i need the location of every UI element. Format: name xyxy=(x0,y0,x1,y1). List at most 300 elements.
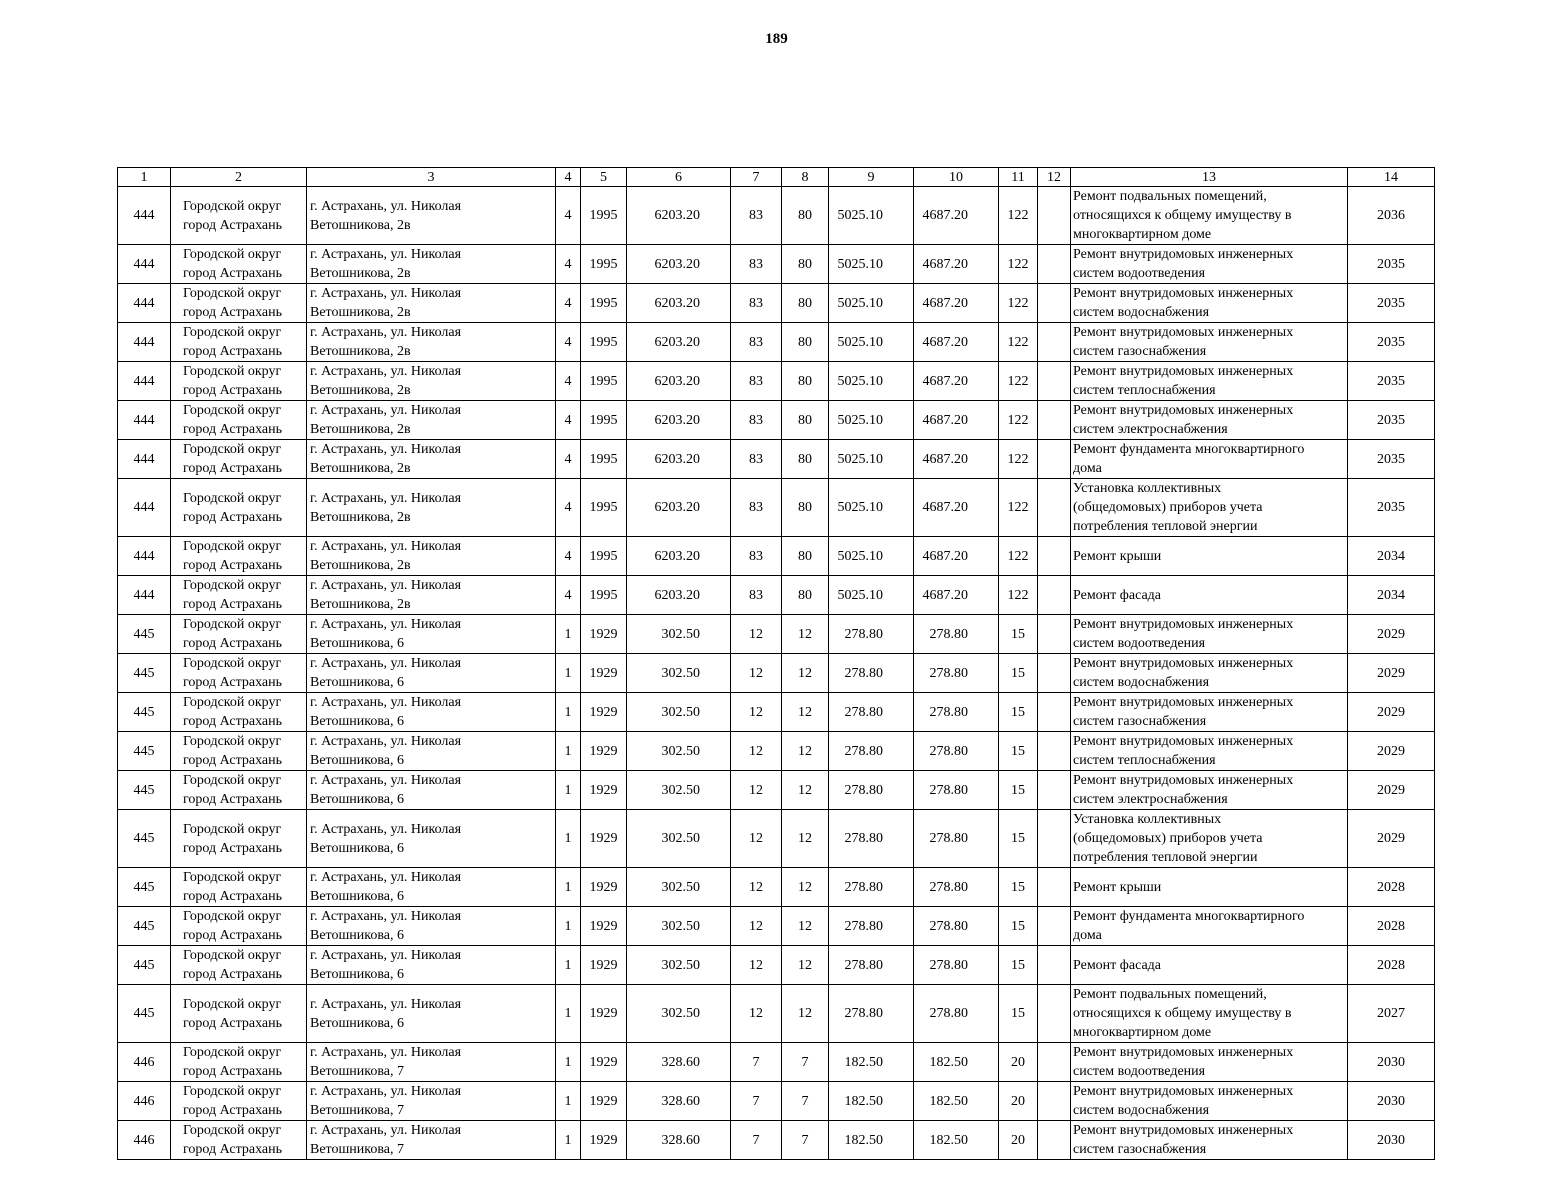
work-type-cell-line: Ремонт внутридомовых инженерных xyxy=(1073,247,1294,262)
municipality-cell-line: город Астрахань xyxy=(183,1015,282,1031)
work-type-cell-line: систем водоотведения xyxy=(1073,266,1206,281)
header-cell: 3 xyxy=(307,168,556,187)
address-cell-line: Ветошникова, 6 xyxy=(310,792,404,807)
address-cell-line: Ветошникова, 6 xyxy=(310,967,404,982)
address-cell-line: Ветошникова, 6 xyxy=(310,1015,404,1031)
col12-cell xyxy=(1038,440,1071,479)
work-type-cell-line: систем теплоснабжения xyxy=(1073,753,1216,768)
work-type-cell-line: относящихся к общему имуществу в xyxy=(1073,1006,1292,1021)
header-cell: 7 xyxy=(731,168,782,187)
municipality-cell-line: город Астрахань xyxy=(183,714,282,729)
col7-cell: 7 xyxy=(731,1121,782,1160)
work-type-cell-line: Ремонт внутридомовых инженерных xyxy=(1073,403,1294,418)
col8-cell: 12 xyxy=(782,985,829,1043)
col9-cell: 182.50 xyxy=(829,1043,914,1082)
municipality-cell-line: город Астрахань xyxy=(183,1103,282,1118)
col11-cell: 15 xyxy=(999,693,1038,732)
col8-cell: 12 xyxy=(782,946,829,985)
work-type-cell-line: Ремонт фасада xyxy=(1073,587,1162,603)
work-type-cell xyxy=(1071,907,1348,946)
col12-cell xyxy=(1038,615,1071,654)
municipality-cell xyxy=(171,1121,307,1160)
planned-year-cell: 2035 xyxy=(1348,401,1435,440)
row-number: 444 xyxy=(118,576,171,615)
year-built-cell: 1995 xyxy=(581,537,627,576)
municipality-cell-line: Городской округ xyxy=(183,539,282,554)
header-cell: 10 xyxy=(914,168,999,187)
table-row xyxy=(118,284,1435,323)
year-built-cell: 1995 xyxy=(581,284,627,323)
table-row xyxy=(118,654,1435,693)
address-cell xyxy=(307,284,556,323)
total-area-cell: 6203.20 xyxy=(627,284,731,323)
work-type-cell-line: Ремонт крыши xyxy=(1073,879,1162,895)
col12-cell xyxy=(1038,284,1071,323)
col10-cell: 4687.20 xyxy=(914,479,999,537)
municipality-cell-line: Городской округ xyxy=(183,325,282,340)
municipality-cell-line: город Астрахань xyxy=(183,840,282,856)
table-row xyxy=(118,440,1435,479)
col9-cell: 182.50 xyxy=(829,1082,914,1121)
municipality-cell-line: город Астрахань xyxy=(183,636,282,651)
year-built-cell: 1929 xyxy=(581,868,627,907)
header-cell: 9 xyxy=(829,168,914,187)
table-row xyxy=(118,868,1435,907)
work-type-cell-line: Ремонт подвальных помещений, xyxy=(1073,189,1267,204)
row-number: 444 xyxy=(118,440,171,479)
col9-cell: 5025.10 xyxy=(829,245,914,284)
col10-cell: 278.80 xyxy=(914,771,999,810)
col12-cell xyxy=(1038,693,1071,732)
municipality-cell-line: город Астрахань xyxy=(183,461,282,476)
municipality-cell xyxy=(171,693,307,732)
col12-cell xyxy=(1038,771,1071,810)
col11-cell: 122 xyxy=(999,401,1038,440)
planned-year-cell: 2034 xyxy=(1348,576,1435,615)
col7-cell: 12 xyxy=(731,985,782,1043)
page-number: 189 xyxy=(765,31,788,47)
col10-cell: 4687.20 xyxy=(914,440,999,479)
col8-cell: 80 xyxy=(782,362,829,401)
municipality-cell-line: город Астрахань xyxy=(183,675,282,690)
total-area-cell: 6203.20 xyxy=(627,479,731,537)
address-cell-line: г. Астрахань, ул. Николая xyxy=(310,1084,462,1099)
header-cell: 11 xyxy=(999,168,1038,187)
col10-cell: 4687.20 xyxy=(914,323,999,362)
municipality-cell xyxy=(171,615,307,654)
header-row xyxy=(118,168,1435,187)
col7-cell: 12 xyxy=(731,946,782,985)
row-number: 445 xyxy=(118,693,171,732)
row-number: 446 xyxy=(118,1043,171,1082)
address-cell-line: г. Астрахань, ул. Николая xyxy=(310,773,462,788)
planned-year-cell: 2029 xyxy=(1348,615,1435,654)
table-row xyxy=(118,187,1435,245)
col11-cell: 122 xyxy=(999,245,1038,284)
planned-year-cell: 2030 xyxy=(1348,1043,1435,1082)
col10-cell: 278.80 xyxy=(914,732,999,771)
total-area-cell: 328.60 xyxy=(627,1082,731,1121)
col7-cell: 83 xyxy=(731,440,782,479)
work-type-cell-line: Ремонт крыши xyxy=(1073,548,1162,564)
address-cell xyxy=(307,187,556,245)
municipality-cell-line: Городской округ xyxy=(183,364,282,379)
table-row xyxy=(118,576,1435,615)
municipality-cell-line: город Астрахань xyxy=(183,1142,282,1157)
col4-cell: 1 xyxy=(556,946,581,985)
col7-cell: 83 xyxy=(731,323,782,362)
col8-cell: 80 xyxy=(782,284,829,323)
work-type-cell xyxy=(1071,1043,1348,1082)
col9-cell: 5025.10 xyxy=(829,576,914,615)
municipality-cell-line: Городской округ xyxy=(183,617,282,632)
work-type-cell-line: систем газоснабжения xyxy=(1073,1142,1207,1157)
address-cell-line: Ветошникова, 2в xyxy=(310,509,411,525)
col4-cell: 1 xyxy=(556,693,581,732)
repair-schedule-table xyxy=(117,167,1435,1160)
municipality-cell-line: город Астрахань xyxy=(183,344,282,359)
address-cell-line: Ветошникова, 6 xyxy=(310,889,404,904)
total-area-cell: 302.50 xyxy=(627,654,731,693)
planned-year-cell: 2028 xyxy=(1348,907,1435,946)
planned-year-cell: 2036 xyxy=(1348,187,1435,245)
col7-cell: 12 xyxy=(731,693,782,732)
total-area-cell: 6203.20 xyxy=(627,440,731,479)
col7-cell: 12 xyxy=(731,907,782,946)
col9-cell: 278.80 xyxy=(829,946,914,985)
address-cell-line: г. Астрахань, ул. Николая xyxy=(310,578,462,593)
municipality-cell-line: Городской округ xyxy=(183,996,282,1012)
address-cell-line: Ветошникова, 2в xyxy=(310,422,411,437)
col8-cell: 80 xyxy=(782,245,829,284)
row-number: 444 xyxy=(118,284,171,323)
col9-cell: 278.80 xyxy=(829,732,914,771)
work-type-cell-line: систем газоснабжения xyxy=(1073,714,1207,729)
planned-year-cell: 2029 xyxy=(1348,810,1435,868)
col8-cell: 12 xyxy=(782,810,829,868)
col10-cell: 278.80 xyxy=(914,868,999,907)
municipality-cell-line: Городской округ xyxy=(183,403,282,418)
address-cell xyxy=(307,946,556,985)
address-cell xyxy=(307,576,556,615)
address-cell xyxy=(307,907,556,946)
municipality-cell xyxy=(171,187,307,245)
col11-cell: 122 xyxy=(999,479,1038,537)
address-cell-line: г. Астрахань, ул. Николая xyxy=(310,948,462,963)
col10-cell: 278.80 xyxy=(914,810,999,868)
work-type-cell xyxy=(1071,576,1348,615)
municipality-cell xyxy=(171,985,307,1043)
year-built-cell: 1929 xyxy=(581,1043,627,1082)
address-cell-line: Ветошникова, 6 xyxy=(310,714,404,729)
address-cell xyxy=(307,323,556,362)
municipality-cell xyxy=(171,245,307,284)
col9-cell: 5025.10 xyxy=(829,479,914,537)
col9-cell: 5025.10 xyxy=(829,284,914,323)
work-type-cell-line: относящихся к общему имуществу в xyxy=(1073,208,1292,223)
address-cell-line: г. Астрахань, ул. Николая xyxy=(310,442,462,457)
work-type-cell-line: Ремонт внутридомовых инженерных xyxy=(1073,734,1294,749)
col7-cell: 12 xyxy=(731,654,782,693)
year-built-cell: 1929 xyxy=(581,693,627,732)
row-number: 445 xyxy=(118,771,171,810)
col9-cell: 5025.10 xyxy=(829,401,914,440)
col7-cell: 83 xyxy=(731,576,782,615)
planned-year-cell: 2029 xyxy=(1348,771,1435,810)
table-row xyxy=(118,401,1435,440)
address-cell-line: г. Астрахань, ул. Николая xyxy=(310,656,462,671)
row-number: 445 xyxy=(118,654,171,693)
address-cell-line: Ветошникова, 2в xyxy=(310,217,411,233)
col11-cell: 15 xyxy=(999,907,1038,946)
total-area-cell: 302.50 xyxy=(627,732,731,771)
year-built-cell: 1995 xyxy=(581,576,627,615)
col12-cell xyxy=(1038,1121,1071,1160)
table-row xyxy=(118,985,1435,1043)
work-type-cell-line: систем теплоснабжения xyxy=(1073,383,1216,398)
address-cell-line: г. Астрахань, ул. Николая xyxy=(310,1123,462,1138)
col8-cell: 80 xyxy=(782,576,829,615)
col4-cell: 4 xyxy=(556,362,581,401)
municipality-cell-line: город Астрахань xyxy=(183,753,282,768)
col9-cell: 278.80 xyxy=(829,615,914,654)
header-cell: 4 xyxy=(556,168,581,187)
planned-year-cell: 2035 xyxy=(1348,284,1435,323)
municipality-cell xyxy=(171,654,307,693)
col11-cell: 15 xyxy=(999,946,1038,985)
row-number: 446 xyxy=(118,1121,171,1160)
address-cell xyxy=(307,693,556,732)
col7-cell: 83 xyxy=(731,537,782,576)
year-built-cell: 1929 xyxy=(581,1082,627,1121)
municipality-cell xyxy=(171,732,307,771)
col9-cell: 5025.10 xyxy=(829,537,914,576)
col10-cell: 278.80 xyxy=(914,907,999,946)
table-row xyxy=(118,537,1435,576)
municipality-cell-line: город Астрахань xyxy=(183,558,282,573)
municipality-cell-line: Городской округ xyxy=(183,442,282,457)
col9-cell: 278.80 xyxy=(829,810,914,868)
total-area-cell: 302.50 xyxy=(627,810,731,868)
work-type-cell xyxy=(1071,946,1348,985)
table-row xyxy=(118,771,1435,810)
col11-cell: 15 xyxy=(999,654,1038,693)
work-type-cell-line: Ремонт фундамента многоквартирного xyxy=(1073,909,1305,924)
col7-cell: 12 xyxy=(731,615,782,654)
col4-cell: 1 xyxy=(556,868,581,907)
address-cell-line: Ветошникова, 2в xyxy=(310,597,411,612)
address-cell xyxy=(307,985,556,1043)
address-cell-line: г. Астрахань, ул. Николая xyxy=(310,996,462,1012)
col4-cell: 4 xyxy=(556,401,581,440)
col10-cell: 182.50 xyxy=(914,1082,999,1121)
col10-cell: 182.50 xyxy=(914,1121,999,1160)
col10-cell: 278.80 xyxy=(914,946,999,985)
address-cell-line: г. Астрахань, ул. Николая xyxy=(310,1045,462,1060)
table-row xyxy=(118,323,1435,362)
col12-cell xyxy=(1038,479,1071,537)
municipality-cell xyxy=(171,1082,307,1121)
work-type-cell xyxy=(1071,537,1348,576)
col12-cell xyxy=(1038,245,1071,284)
address-cell-line: Ветошникова, 6 xyxy=(310,753,404,768)
col4-cell: 4 xyxy=(556,284,581,323)
address-cell xyxy=(307,654,556,693)
col11-cell: 15 xyxy=(999,615,1038,654)
work-type-cell-line: Ремонт внутридомовых инженерных xyxy=(1073,1123,1294,1138)
municipality-cell xyxy=(171,323,307,362)
municipality-cell-line: Городской округ xyxy=(183,247,282,262)
municipality-cell-line: Городской округ xyxy=(183,948,282,963)
work-type-cell-line: дома xyxy=(1073,461,1102,476)
work-type-cell xyxy=(1071,732,1348,771)
work-type-cell-line: систем электроснабжения xyxy=(1073,792,1228,807)
municipality-cell-line: город Астрахань xyxy=(183,305,282,320)
col7-cell: 83 xyxy=(731,245,782,284)
address-cell-line: г. Астрахань, ул. Николая xyxy=(310,617,462,632)
col4-cell: 1 xyxy=(556,1082,581,1121)
address-cell-line: г. Астрахань, ул. Николая xyxy=(310,695,462,710)
col12-cell xyxy=(1038,654,1071,693)
work-type-cell-line: Ремонт внутридомовых инженерных xyxy=(1073,773,1294,788)
col4-cell: 4 xyxy=(556,479,581,537)
work-type-cell xyxy=(1071,1121,1348,1160)
row-number: 444 xyxy=(118,401,171,440)
col4-cell: 4 xyxy=(556,245,581,284)
address-cell-line: г. Астрахань, ул. Николая xyxy=(310,286,462,301)
col8-cell: 12 xyxy=(782,771,829,810)
col7-cell: 83 xyxy=(731,362,782,401)
col8-cell: 7 xyxy=(782,1082,829,1121)
work-type-cell-line: Ремонт фундамента многоквартирного xyxy=(1073,442,1305,457)
col12-cell xyxy=(1038,985,1071,1043)
work-type-cell-line: систем водоснабжения xyxy=(1073,1103,1210,1118)
municipality-cell-line: город Астрахань xyxy=(183,928,282,943)
col11-cell: 20 xyxy=(999,1082,1038,1121)
work-type-cell-line: дома xyxy=(1073,928,1102,943)
work-type-cell xyxy=(1071,440,1348,479)
address-cell-line: г. Астрахань, ул. Николая xyxy=(310,490,462,506)
col9-cell: 5025.10 xyxy=(829,323,914,362)
year-built-cell: 1929 xyxy=(581,732,627,771)
planned-year-cell: 2035 xyxy=(1348,479,1435,537)
work-type-cell xyxy=(1071,362,1348,401)
col10-cell: 4687.20 xyxy=(914,245,999,284)
col11-cell: 122 xyxy=(999,537,1038,576)
work-type-cell xyxy=(1071,187,1348,245)
col11-cell: 122 xyxy=(999,284,1038,323)
municipality-cell-line: город Астрахань xyxy=(183,266,282,281)
municipality-cell-line: Городской округ xyxy=(183,490,282,506)
work-type-cell xyxy=(1071,323,1348,362)
row-number: 445 xyxy=(118,810,171,868)
total-area-cell: 302.50 xyxy=(627,868,731,907)
total-area-cell: 6203.20 xyxy=(627,187,731,245)
col10-cell: 4687.20 xyxy=(914,401,999,440)
table-row xyxy=(118,1121,1435,1160)
address-cell xyxy=(307,1082,556,1121)
col11-cell: 122 xyxy=(999,187,1038,245)
total-area-cell: 302.50 xyxy=(627,946,731,985)
address-cell-line: г. Астрахань, ул. Николая xyxy=(310,734,462,749)
col8-cell: 7 xyxy=(782,1121,829,1160)
header-cell: 13 xyxy=(1071,168,1348,187)
municipality-cell-line: Городской округ xyxy=(183,1123,282,1138)
col8-cell: 80 xyxy=(782,479,829,537)
work-type-cell-line: потребления тепловой энергии xyxy=(1073,519,1258,534)
work-type-cell xyxy=(1071,693,1348,732)
municipality-cell xyxy=(171,284,307,323)
total-area-cell: 328.60 xyxy=(627,1121,731,1160)
col4-cell: 1 xyxy=(556,654,581,693)
col12-cell xyxy=(1038,401,1071,440)
work-type-cell-line: (общедомовых) приборов учета xyxy=(1073,831,1263,846)
municipality-cell xyxy=(171,401,307,440)
col8-cell: 80 xyxy=(782,440,829,479)
total-area-cell: 6203.20 xyxy=(627,323,731,362)
col4-cell: 1 xyxy=(556,771,581,810)
work-type-cell-line: Ремонт внутридомовых инженерных xyxy=(1073,325,1294,340)
address-cell xyxy=(307,868,556,907)
address-cell-line: Ветошникова, 2в xyxy=(310,344,411,359)
col4-cell: 4 xyxy=(556,187,581,245)
address-cell xyxy=(307,362,556,401)
col10-cell: 4687.20 xyxy=(914,284,999,323)
col4-cell: 1 xyxy=(556,907,581,946)
address-cell-line: г. Астрахань, ул. Николая xyxy=(310,364,462,379)
col12-cell xyxy=(1038,323,1071,362)
table-row xyxy=(118,907,1435,946)
municipality-cell-line: город Астрахань xyxy=(183,217,282,233)
year-built-cell: 1929 xyxy=(581,1121,627,1160)
col4-cell: 1 xyxy=(556,810,581,868)
planned-year-cell: 2030 xyxy=(1348,1121,1435,1160)
planned-year-cell: 2035 xyxy=(1348,440,1435,479)
table-row xyxy=(118,693,1435,732)
address-cell xyxy=(307,1121,556,1160)
work-type-cell-line: Ремонт внутридомовых инженерных xyxy=(1073,364,1294,379)
municipality-cell xyxy=(171,946,307,985)
col11-cell: 122 xyxy=(999,440,1038,479)
col11-cell: 15 xyxy=(999,732,1038,771)
row-number: 444 xyxy=(118,245,171,284)
col10-cell: 4687.20 xyxy=(914,187,999,245)
header-cell: 1 xyxy=(118,168,171,187)
municipality-cell-line: город Астрахань xyxy=(183,792,282,807)
work-type-cell-line: (общедомовых) приборов учета xyxy=(1073,500,1263,515)
col12-cell xyxy=(1038,362,1071,401)
planned-year-cell: 2028 xyxy=(1348,868,1435,907)
work-type-cell xyxy=(1071,985,1348,1043)
year-built-cell: 1929 xyxy=(581,946,627,985)
address-cell-line: г. Астрахань, ул. Николая xyxy=(310,198,462,214)
work-type-cell-line: систем электроснабжения xyxy=(1073,422,1228,437)
col4-cell: 4 xyxy=(556,576,581,615)
col4-cell: 1 xyxy=(556,1121,581,1160)
table-row xyxy=(118,1043,1435,1082)
year-built-cell: 1929 xyxy=(581,907,627,946)
col10-cell: 4687.20 xyxy=(914,362,999,401)
work-type-cell-line: Ремонт внутридомовых инженерных xyxy=(1073,1045,1294,1060)
planned-year-cell: 2029 xyxy=(1348,654,1435,693)
col8-cell: 12 xyxy=(782,693,829,732)
planned-year-cell: 2035 xyxy=(1348,323,1435,362)
total-area-cell: 302.50 xyxy=(627,615,731,654)
row-number: 444 xyxy=(118,323,171,362)
year-built-cell: 1995 xyxy=(581,362,627,401)
municipality-cell-line: город Астрахань xyxy=(183,967,282,982)
total-area-cell: 6203.20 xyxy=(627,401,731,440)
